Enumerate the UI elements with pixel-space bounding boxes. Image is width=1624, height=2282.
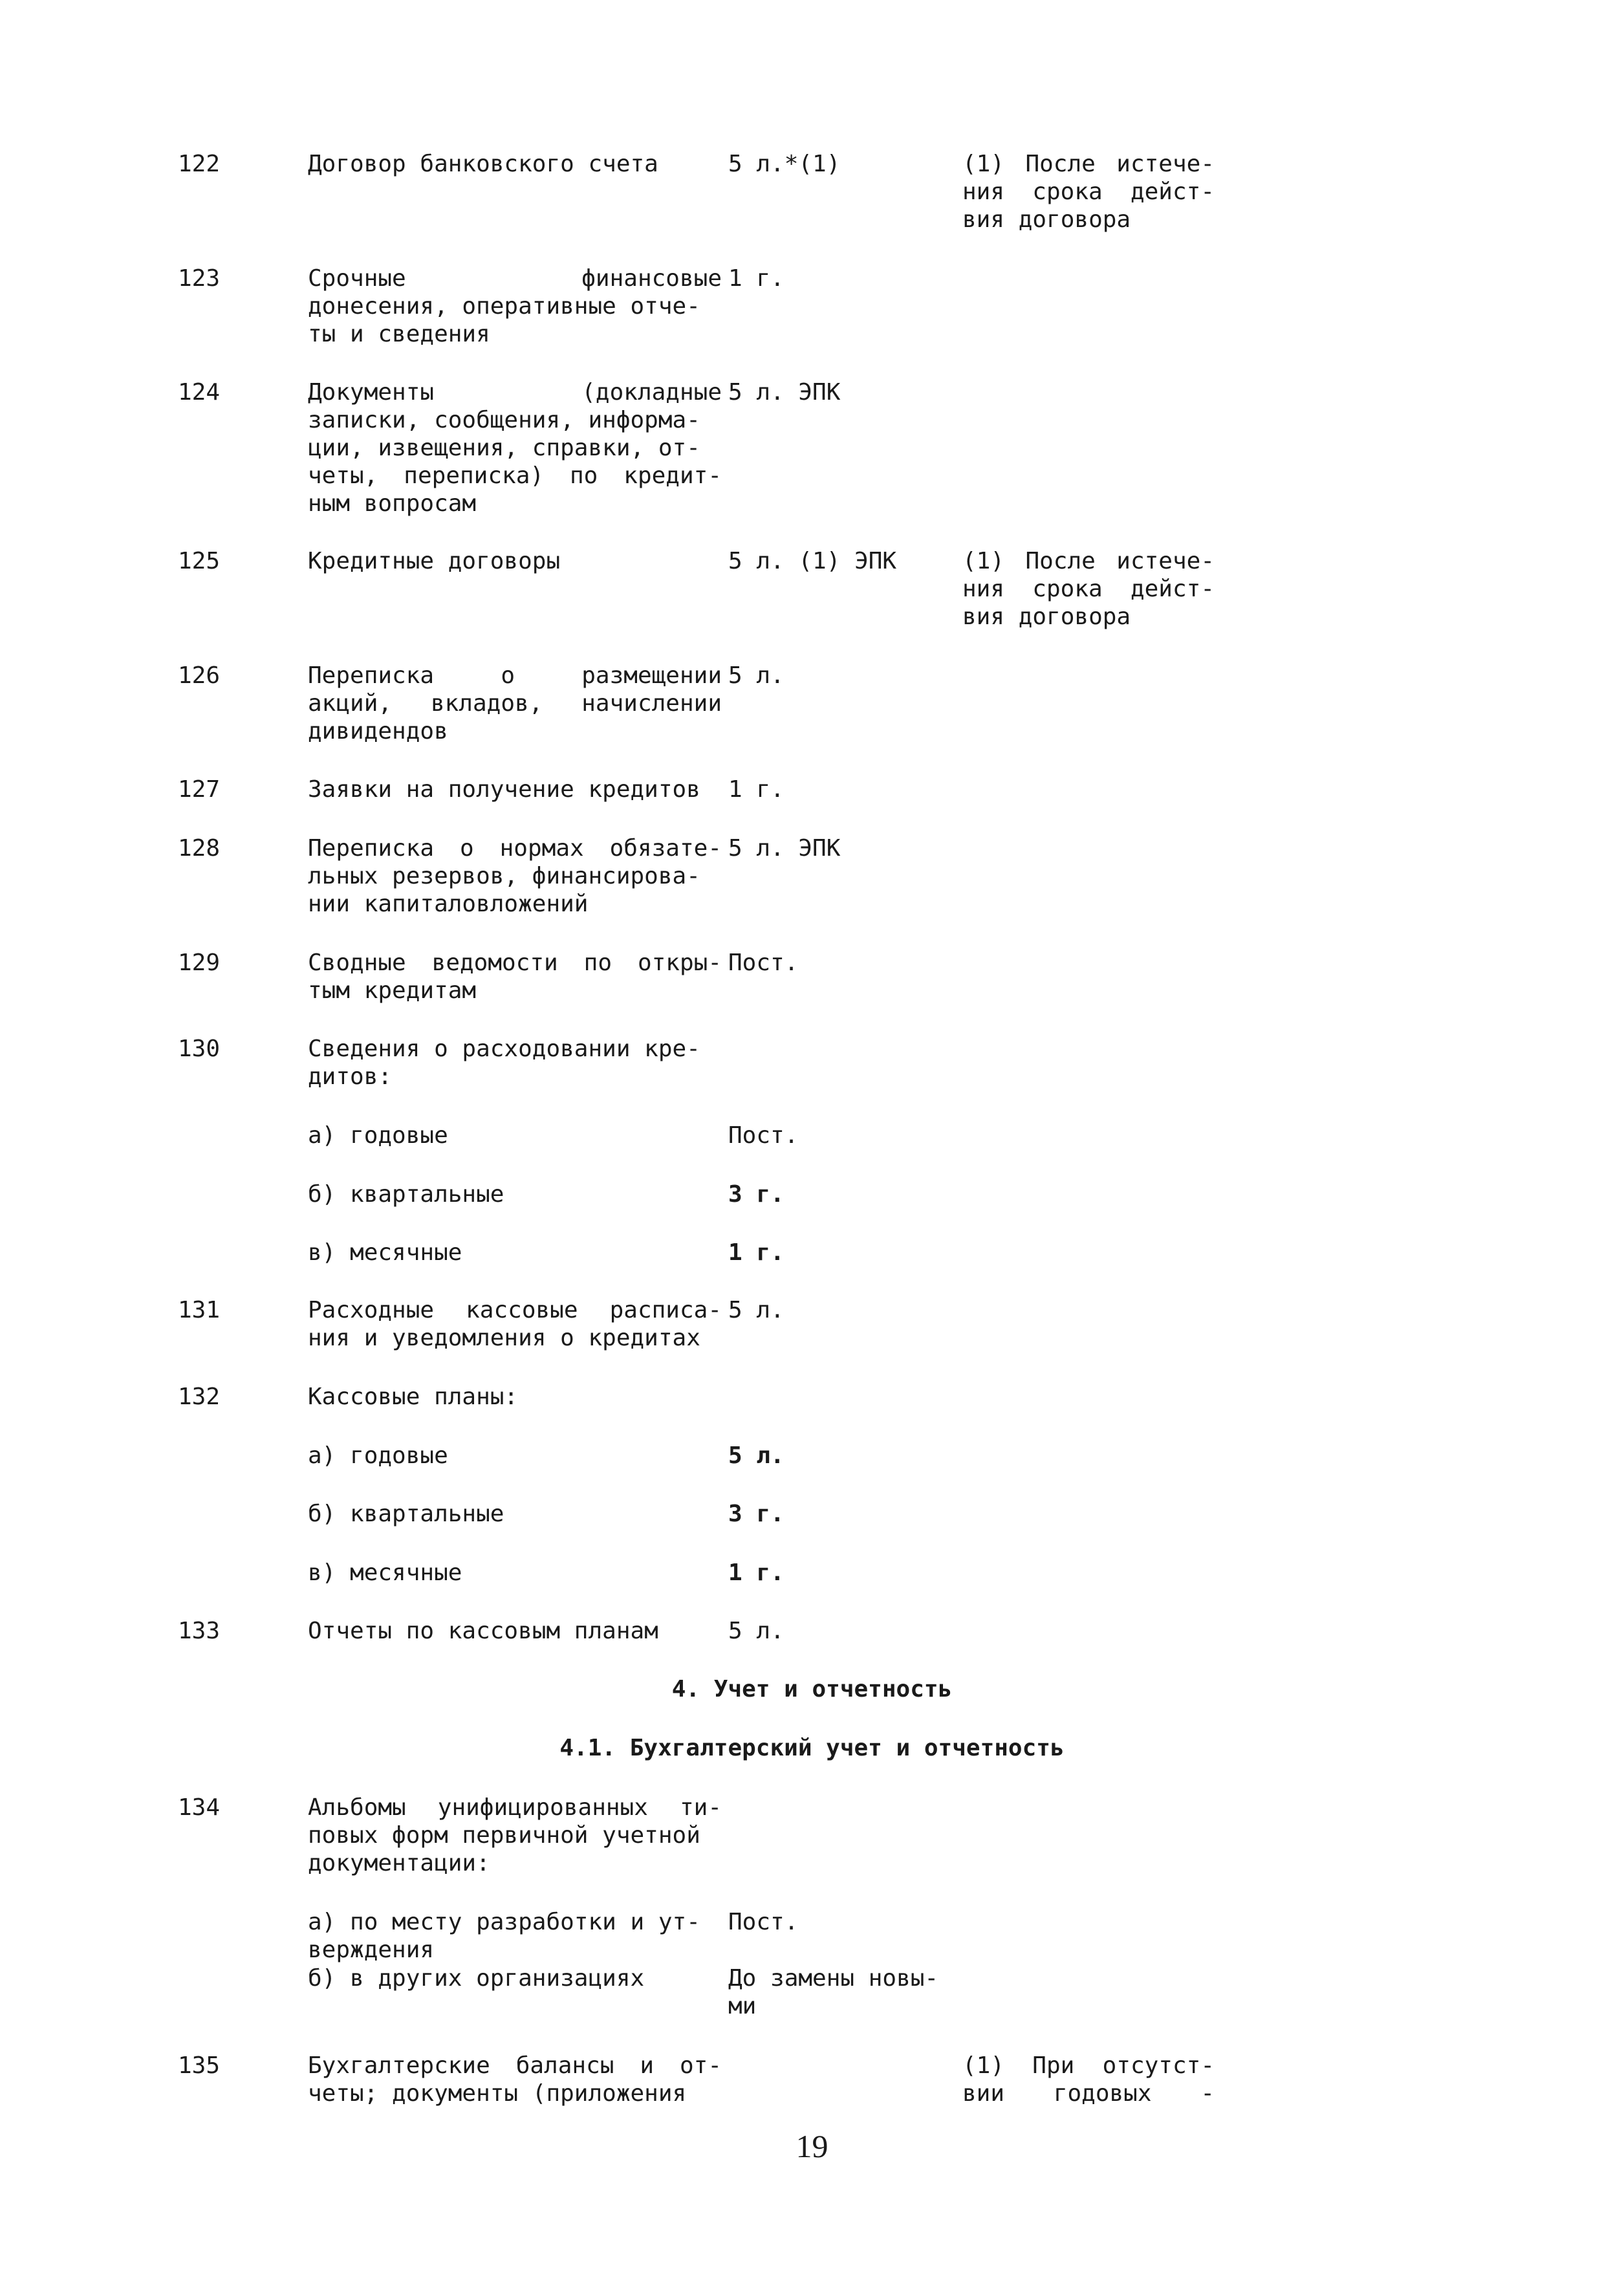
entry-title-line: Срочные финансовые	[308, 265, 722, 292]
entry-number: 133	[178, 1618, 221, 1644]
entry-title	[308, 2052, 722, 2107]
entry-title-line: Сведения о расходовании кре-	[308, 1036, 700, 1062]
entry-number: 125	[178, 548, 221, 574]
entry-note-line: (1) После истече-	[962, 548, 1215, 574]
entry-title-line: б) в других организациях	[308, 1965, 645, 1992]
entry-term-line: ми	[728, 1993, 757, 2019]
entry-note-line: (1) При отсутст-	[962, 2052, 1215, 2079]
entry-note-line: вия договора	[962, 206, 1131, 233]
entry-note	[962, 2052, 1215, 2107]
entry-title-line: Альбомы унифицированных ти-	[308, 1794, 722, 1821]
entry-title	[308, 776, 722, 803]
entry-title	[308, 1035, 722, 1091]
entry-title	[308, 1794, 722, 1877]
entry-note-line: (1) После истече-	[962, 151, 1215, 177]
entry-title-line: Переписка о нормах обязате-	[308, 835, 722, 862]
entry-retention-term: 5 л. ЭПК	[728, 379, 841, 406]
entry-title	[308, 834, 722, 918]
entry-number: 128	[178, 835, 221, 862]
entry-title-line: тым кредитам	[308, 977, 477, 1004]
entry-number: 129	[178, 950, 221, 976]
entry-retention-term: 5 л.	[728, 1618, 785, 1644]
entry-number: 134	[178, 1794, 221, 1821]
entry-title-line: Сводные ведомости по откры-	[308, 950, 722, 976]
entry-title-line: Кассовые планы:	[308, 1384, 519, 1410]
entry-note-line: вии годовых -	[962, 2080, 1215, 2107]
entry-title	[308, 1617, 722, 1645]
entry-title	[308, 662, 722, 745]
entry-number: 132	[178, 1384, 221, 1410]
entry-title	[308, 1908, 722, 1964]
entry-title-line: ты и сведения	[308, 321, 490, 347]
entry-title-line: четы; документы (приложения	[308, 2080, 687, 2107]
entry-title-line: в) месячные	[308, 1559, 462, 1586]
page-number: 19	[796, 2128, 828, 2164]
subsection-heading: 4.1. Бухгалтерский учет и отчетность	[559, 1735, 1065, 1761]
entry-title-line: Договор банковского счета	[308, 151, 658, 177]
entry-retention-term: Пост.	[728, 1909, 799, 1935]
entry-retention-term: 5 л.*(1)	[728, 151, 841, 177]
entry-number: 135	[178, 2052, 221, 2079]
entry-title-line: Расходные кассовые расписа-	[308, 1297, 722, 1323]
entry-title-line: б) квартальные	[308, 1501, 504, 1527]
entry-retention-term: 5 л.	[728, 1442, 785, 1469]
entry-title-line: ным вопросам	[308, 490, 477, 517]
entry-title	[308, 1559, 722, 1587]
entry-retention-term: 1 г.	[728, 265, 785, 292]
entry-title-line: четы, переписка) по кредит-	[308, 462, 722, 489]
entry-title-line: ния и уведомления о кредитах	[308, 1325, 700, 1351]
entry-title-line: Документы (докладные	[308, 379, 722, 406]
entry-title-line: записки, сообщения, информа-	[308, 407, 700, 433]
entry-title-line: Заявки на получение кредитов	[308, 776, 700, 803]
entry-number: 130	[178, 1036, 221, 1062]
entry-retention-term: Пост.	[728, 1122, 799, 1149]
entry-number: 126	[178, 662, 221, 689]
entry-number: 127	[178, 776, 221, 803]
entry-title	[308, 1383, 722, 1411]
entry-title	[308, 949, 722, 1005]
entry-note	[962, 547, 1215, 631]
entry-title-line: б) квартальные	[308, 1181, 504, 1208]
entry-title-line: Отчеты по кассовым планам	[308, 1618, 658, 1644]
entry-title-line: а) годовые	[308, 1122, 448, 1149]
entry-title	[308, 1180, 722, 1208]
entry-retention-term: 1 г.	[728, 1559, 785, 1586]
entry-retention-term: 1 г.	[728, 1239, 785, 1266]
entry-title-line: донесения, оперативные отче-	[308, 293, 700, 320]
entry-title-line: ции, извещения, справки, от-	[308, 435, 700, 461]
entry-title	[308, 265, 722, 348]
entry-retention-term: Пост.	[728, 950, 799, 976]
section-heading: 4. Учет и отчетность	[671, 1676, 953, 1702]
entry-title-line: дитов:	[308, 1063, 393, 1090]
entry-title-line: повых форм первичной учетной	[308, 1822, 700, 1849]
entry-note-line: ния срока дейст-	[962, 576, 1215, 602]
entry-retention-term: 5 л. ЭПК	[728, 835, 841, 862]
entry-title-line: льных резервов, финансирова-	[308, 863, 700, 889]
entry-title	[308, 1122, 722, 1149]
entry-retention-term: 1 г.	[728, 776, 785, 803]
entry-number: 131	[178, 1297, 221, 1323]
entry-number: 124	[178, 379, 221, 406]
entry-retention-term: 3 г.	[728, 1501, 785, 1527]
entry-number: 123	[178, 265, 221, 292]
entry-retention-term: 5 л. (1) ЭПК	[728, 548, 897, 574]
entry-retention-term	[728, 1964, 938, 2020]
entry-title-line: в) месячные	[308, 1239, 462, 1266]
entry-title-line: документации:	[308, 1850, 490, 1876]
entry-title-line: верждения	[308, 1937, 435, 1963]
entry-note-line: ния срока дейст-	[962, 179, 1215, 205]
entry-title-line: а) по месту разработки и ут-	[308, 1909, 700, 1935]
entry-title	[308, 1964, 722, 1992]
entry-retention-term: 5 л.	[728, 662, 785, 689]
entry-retention-term: 5 л.	[728, 1297, 785, 1323]
entry-title	[308, 378, 722, 517]
entry-title	[308, 1500, 722, 1528]
entry-note-line: вия договора	[962, 603, 1131, 630]
entry-title	[308, 150, 722, 178]
entry-title-line: дивидендов	[308, 718, 448, 744]
entry-title	[308, 1442, 722, 1470]
entry-title-line: акций, вкладов, начислении	[308, 690, 722, 717]
entry-title-line: Кредитные договоры	[308, 548, 561, 574]
entry-title-line: нии капиталовложений	[308, 891, 589, 917]
entry-retention-term: 3 г.	[728, 1181, 785, 1208]
entry-title	[308, 1239, 722, 1266]
entry-title	[308, 547, 722, 575]
entry-note	[962, 150, 1215, 234]
entry-term-line: До замены новы-	[728, 1965, 939, 1992]
entry-title	[308, 1296, 722, 1352]
entry-title-line: а) годовые	[308, 1442, 448, 1469]
entry-title-line: Переписка о размещении	[308, 662, 722, 689]
entry-number: 122	[178, 151, 221, 177]
entry-title-line: Бухгалтерские балансы и от-	[308, 2052, 722, 2079]
